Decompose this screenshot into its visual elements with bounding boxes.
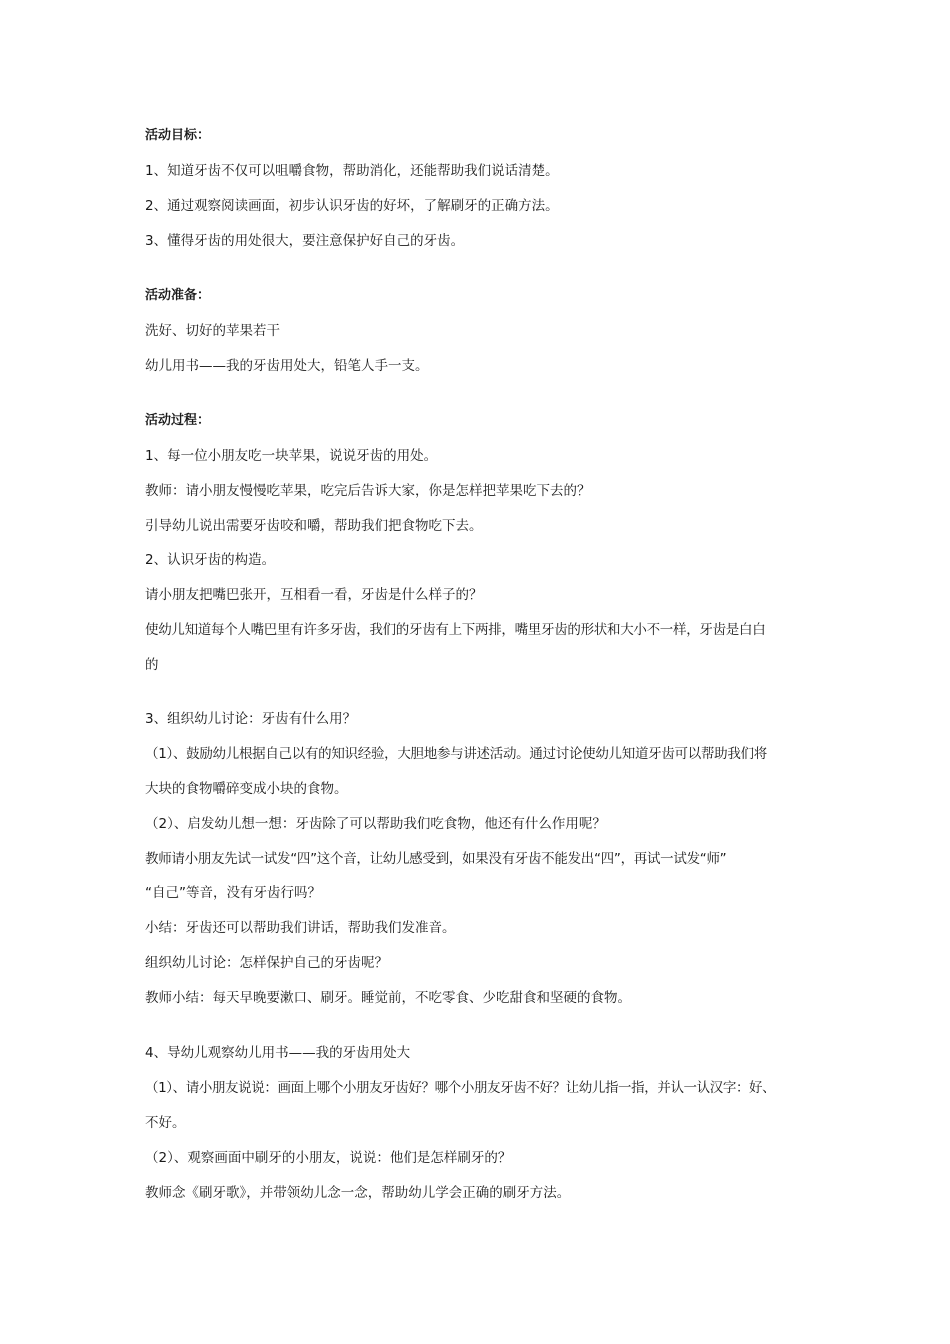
process-heading: 活动过程： xyxy=(145,413,211,428)
prep-heading: 活动准备： xyxy=(145,288,211,303)
goal-item-3: 3、懂得牙齿的用处很大，要注意保护好自己的牙齿。 xyxy=(145,233,465,249)
goal-item-2: 2、通过观察阅读画面，初步认识牙齿的好坏，了解刷牙的正确方法。 xyxy=(145,198,559,214)
process-step-3-a-line-2: 大块的食物嚼碎变成小块的食物。 xyxy=(145,781,348,797)
process-step-3-summary: 小结：牙齿还可以帮助我们讲话，帮助我们发准音。 xyxy=(145,920,456,936)
goals-heading: 活动目标： xyxy=(145,128,211,143)
process-step-2-explain-line-2: 的 xyxy=(145,657,159,673)
process-step-2: 2、认识牙齿的构造。 xyxy=(145,552,276,568)
goal-item-1: 1、知道牙齿不仅可以咀嚼食物，帮助消化，还能帮助我们说话清楚。 xyxy=(145,163,559,179)
process-step-3-teacher-summary: 教师小结：每天早晚要漱口、刷牙。睡觉前，不吃零食、少吃甜食和坚硬的食物。 xyxy=(145,990,631,1006)
process-step-4-b: （2）、观察画面中刷牙的小朋友，说说：他们是怎样刷牙的？ xyxy=(145,1150,512,1166)
process-step-3-b: （2）、启发幼儿想一想：牙齿除了可以帮助我们吃食物，他还有什么作用呢？ xyxy=(145,816,606,832)
process-step-3-c-line-1: 教师请小朋友先试一试发“四”这个音，让幼儿感受到，如果没有牙齿不能发出“四”，再试一试发“师” xyxy=(145,851,727,867)
process-step-3-c-line-2: “自己”等音，没有牙齿行吗？ xyxy=(145,885,321,901)
prep-item-1: 洗好、切好的苹果若干 xyxy=(145,323,280,339)
process-step-4-c: 教师念《刷牙歌》，并带领幼儿念一念，帮助幼儿学会正确的刷牙方法。 xyxy=(145,1185,571,1201)
process-step-3-discussion: 组织幼儿讨论：怎样保护自己的牙齿呢？ xyxy=(145,955,388,971)
process-step-4-a-line-2: 不好。 xyxy=(145,1115,186,1131)
process-step-2-explain-line-1: 使幼儿知道每个人嘴巴里有许多牙齿，我们的牙齿有上下两排，嘴里牙齿的形状和大小不一样，牙齿是白白 xyxy=(145,622,766,638)
process-step-1-teacher: 教师：请小朋友慢慢吃苹果，吃完后告诉大家，你是怎样把苹果吃下去的？ xyxy=(145,483,591,499)
process-step-1-guide: 引导幼儿说出需要牙齿咬和嚼，帮助我们把食物吃下去。 xyxy=(145,518,483,534)
process-step-3-a-line-1: （1）、鼓励幼儿根据自己以有的知识经验，大胆地参与讲述活动。通过讨论使幼儿知道牙齿可以帮助我们将 xyxy=(145,746,767,762)
process-step-3: 3、组织幼儿讨论：牙齿有什么用？ xyxy=(145,711,357,727)
process-step-2-prompt: 请小朋友把嘴巴张开，互相看一看，牙齿是什么样子的？ xyxy=(145,587,483,603)
process-step-4: 4、导幼儿观察幼儿用书——我的牙齿用处大 xyxy=(145,1045,411,1061)
prep-item-2: 幼儿用书——我的牙齿用处大，铅笔人手一支。 xyxy=(145,358,429,374)
process-step-1: 1、每一位小朋友吃一块苹果，说说牙齿的用处。 xyxy=(145,448,438,464)
process-step-4-a-line-1: （1）、请小朋友说说：画面上哪个小朋友牙齿好？哪个小朋友牙齿不好？让幼儿指一指，并认一认汉字：好、 xyxy=(145,1080,776,1096)
